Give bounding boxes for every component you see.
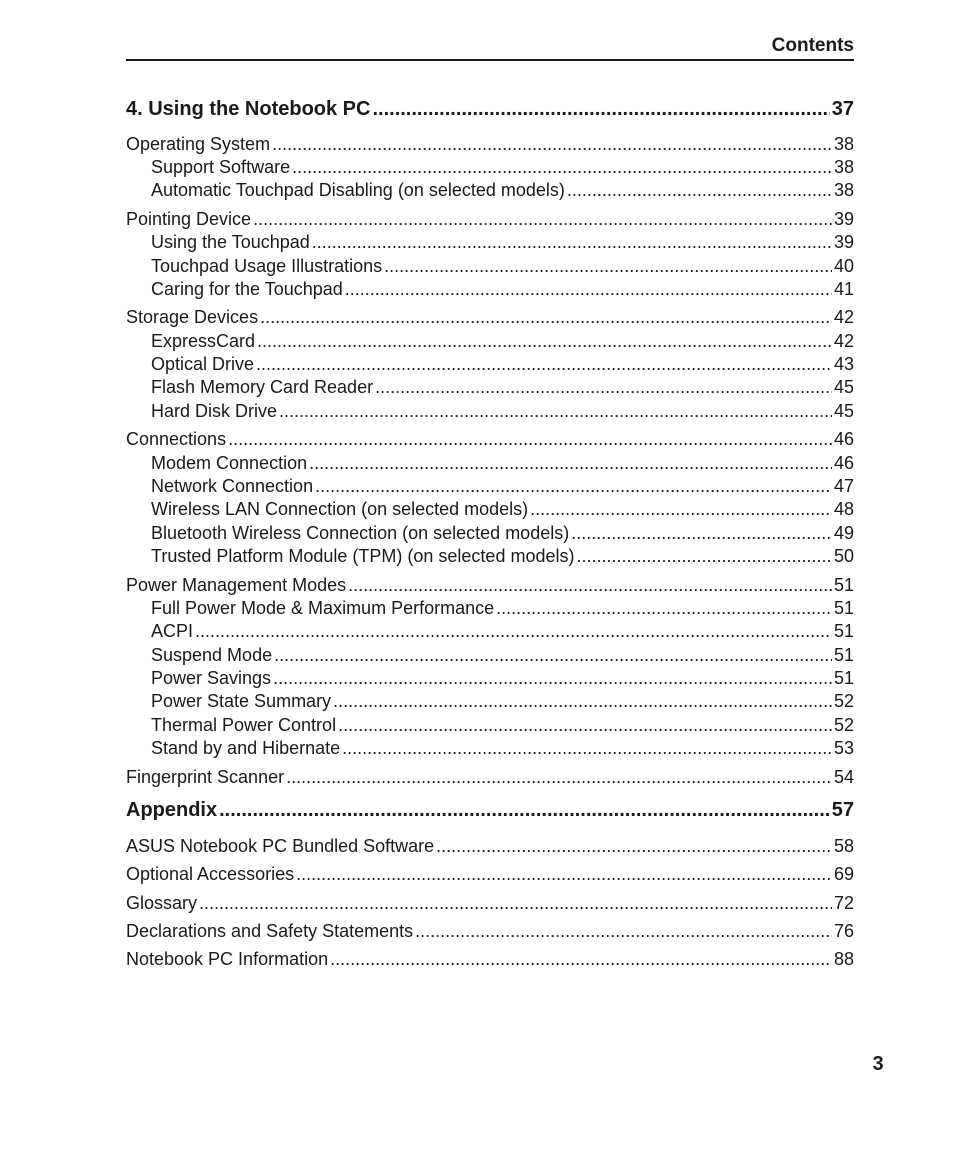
toc-entry-page: 50	[833, 546, 854, 566]
toc-subsection[interactable]	[151, 179, 854, 201]
toc-entry-title: Flash Memory Card Reader	[151, 377, 374, 397]
toc-entry-title: Power State Summary	[151, 691, 332, 711]
toc-entry-page: 52	[833, 691, 854, 711]
toc-section[interactable]	[126, 766, 854, 788]
toc-entry-page: 40	[833, 256, 854, 276]
dot-leader	[279, 400, 832, 422]
dot-leader	[292, 156, 832, 178]
toc-subsection[interactable]	[151, 597, 854, 619]
toc-entry-title: Wireless LAN Connection (on selected models)	[151, 499, 529, 519]
toc-entry-title: Power Savings	[151, 668, 272, 688]
toc-entry-title: Touchpad Usage Illustrations	[151, 256, 383, 276]
toc-entry-title: Caring for the Touchpad	[151, 279, 343, 299]
dot-leader	[273, 667, 832, 689]
toc-entry-title: ASUS Notebook PC Bundled Software	[126, 836, 435, 856]
toc-entry-page: 58	[833, 836, 854, 856]
toc-entry-page: 38	[833, 180, 854, 200]
toc-entry-page: 47	[833, 476, 854, 496]
toc-entry-title: Connections	[126, 429, 227, 449]
toc-entry-page: 38	[833, 157, 854, 177]
toc-entry-page: 51	[833, 668, 854, 688]
dot-leader	[342, 737, 832, 759]
toc-subsection[interactable]	[151, 255, 854, 277]
toc-entry-page: 46	[833, 429, 854, 449]
dot-leader	[256, 353, 832, 375]
toc-entry-page: 42	[833, 307, 854, 327]
toc-subsection[interactable]	[151, 620, 854, 642]
toc-entry-title: 4. Using the Notebook PC	[126, 98, 371, 120]
dot-leader	[315, 475, 832, 497]
dot-leader	[219, 798, 830, 822]
page-header	[126, 34, 854, 61]
toc-entry-page: 76	[833, 921, 854, 941]
toc-section[interactable]	[126, 892, 854, 914]
dot-leader	[228, 428, 832, 450]
toc-subsection[interactable]	[151, 156, 854, 178]
toc-entry-page: 51	[833, 645, 854, 665]
toc-entry-page: 39	[833, 232, 854, 252]
toc-entry-title: Automatic Touchpad Disabling (on selected models)	[151, 180, 565, 200]
toc-entry-title: Network Connection	[151, 476, 314, 496]
dot-leader	[309, 452, 832, 474]
dot-leader	[496, 597, 832, 619]
toc-subsection[interactable]	[151, 353, 854, 375]
dot-leader	[576, 545, 831, 567]
toc-entry-page: 57	[831, 799, 854, 821]
toc-entry-page: 49	[833, 523, 854, 543]
dot-leader	[372, 97, 829, 121]
toc-entry-title: Optional Accessories	[126, 864, 295, 884]
toc-entry-title: Modem Connection	[151, 453, 308, 473]
toc-entry-title: Support Software	[151, 157, 291, 177]
toc-subsection[interactable]	[151, 522, 854, 544]
dot-leader	[272, 133, 832, 155]
dot-leader	[286, 766, 832, 788]
toc-entry-page: 72	[833, 893, 854, 913]
toc-entry-title: Full Power Mode & Maximum Performance	[151, 598, 495, 618]
toc-subsection[interactable]	[151, 330, 854, 352]
dot-leader	[199, 892, 832, 914]
toc-entry-title: Bluetooth Wireless Connection (on selected models)	[151, 523, 570, 543]
toc-entry-title: Notebook PC Information	[126, 949, 329, 969]
toc-section[interactable]	[126, 920, 854, 942]
toc-entry-page: 38	[833, 134, 854, 154]
page-number: 3	[872, 1053, 884, 1075]
toc-subsection[interactable]	[151, 231, 854, 253]
toc-entry-title: Operating System	[126, 134, 271, 154]
toc-entry-page: 41	[833, 279, 854, 299]
dot-leader	[257, 330, 832, 352]
toc-entry-page: 52	[833, 715, 854, 735]
dot-leader	[415, 920, 832, 942]
toc-entry-page: 46	[833, 453, 854, 473]
toc-subsection[interactable]	[151, 452, 854, 474]
toc-entry-page: 45	[833, 377, 854, 397]
dot-leader	[330, 948, 832, 970]
dot-leader	[384, 255, 832, 277]
toc-chapter[interactable]	[126, 798, 854, 822]
toc-section[interactable]	[126, 428, 854, 450]
toc-entry-title: Appendix	[126, 799, 218, 821]
dot-leader	[195, 620, 832, 642]
toc-subsection[interactable]	[151, 376, 854, 398]
dot-leader	[530, 498, 832, 520]
toc-section[interactable]	[126, 863, 854, 885]
toc-entry-title: Fingerprint Scanner	[126, 767, 285, 787]
toc-entry-title: Optical Drive	[151, 354, 255, 374]
toc-subsection[interactable]	[151, 475, 854, 497]
toc-entry-title: Stand by and Hibernate	[151, 738, 341, 758]
toc-entry-page: 39	[833, 209, 854, 229]
toc-entry-title: Declarations and Safety Statements	[126, 921, 414, 941]
toc-entry-title: Using the Touchpad	[151, 232, 310, 252]
toc-subsection[interactable]	[151, 545, 854, 567]
toc-entry-page: 51	[833, 598, 854, 618]
toc-entry-title: Pointing Device	[126, 209, 252, 229]
toc-entry-page: 43	[833, 354, 854, 374]
dot-leader	[260, 306, 832, 328]
toc-entry-page: 45	[833, 401, 854, 421]
toc-section[interactable]	[126, 133, 854, 155]
toc-entry-page: 42	[833, 331, 854, 351]
toc-section[interactable]	[126, 948, 854, 970]
dot-leader	[312, 231, 832, 253]
dot-leader	[274, 644, 832, 666]
toc-chapter[interactable]	[126, 97, 854, 121]
toc-entry-title: ACPI	[151, 621, 194, 641]
toc-entry-page: 53	[833, 738, 854, 758]
toc-entry-page: 69	[833, 864, 854, 884]
toc-entry-page: 54	[833, 767, 854, 787]
toc-entry-title: Hard Disk Drive	[151, 401, 278, 421]
toc-entry-page: 51	[833, 621, 854, 641]
toc-section[interactable]	[126, 835, 854, 857]
dot-leader	[436, 835, 832, 857]
toc-subsection[interactable]	[151, 690, 854, 712]
toc-entry-title: Power Management Modes	[126, 575, 347, 595]
toc-entry-page: 51	[833, 575, 854, 595]
toc-entry-page: 48	[833, 499, 854, 519]
toc-entry-title: Trusted Platform Module (TPM) (on selected models)	[151, 546, 575, 566]
dot-leader	[348, 574, 832, 596]
dot-leader	[333, 690, 832, 712]
toc-section[interactable]	[126, 208, 854, 230]
toc-entry-page: 37	[831, 98, 854, 120]
toc-subsection[interactable]	[151, 400, 854, 422]
dot-leader	[253, 208, 832, 230]
dot-leader	[567, 179, 832, 201]
dot-leader	[296, 863, 832, 885]
toc-subsection[interactable]	[151, 278, 854, 300]
toc-section[interactable]	[126, 306, 854, 328]
toc-subsection[interactable]	[151, 714, 854, 736]
toc-entry-title: ExpressCard	[151, 331, 256, 351]
toc-entry-title: Glossary	[126, 893, 198, 913]
toc-section[interactable]	[126, 574, 854, 596]
toc-subsection[interactable]	[151, 498, 854, 520]
dot-leader	[375, 376, 832, 398]
toc-entry-title: Storage Devices	[126, 307, 259, 327]
toc-subsection[interactable]	[151, 737, 854, 759]
header-title: Contents	[771, 35, 854, 56]
toc-subsection[interactable]	[151, 644, 854, 666]
toc-entry-page: 88	[833, 949, 854, 969]
toc-entry-title: Thermal Power Control	[151, 715, 337, 735]
dot-leader	[571, 522, 832, 544]
toc-subsection[interactable]	[151, 667, 854, 689]
toc-entry-title: Suspend Mode	[151, 645, 273, 665]
dot-leader	[345, 278, 832, 300]
dot-leader	[338, 714, 832, 736]
